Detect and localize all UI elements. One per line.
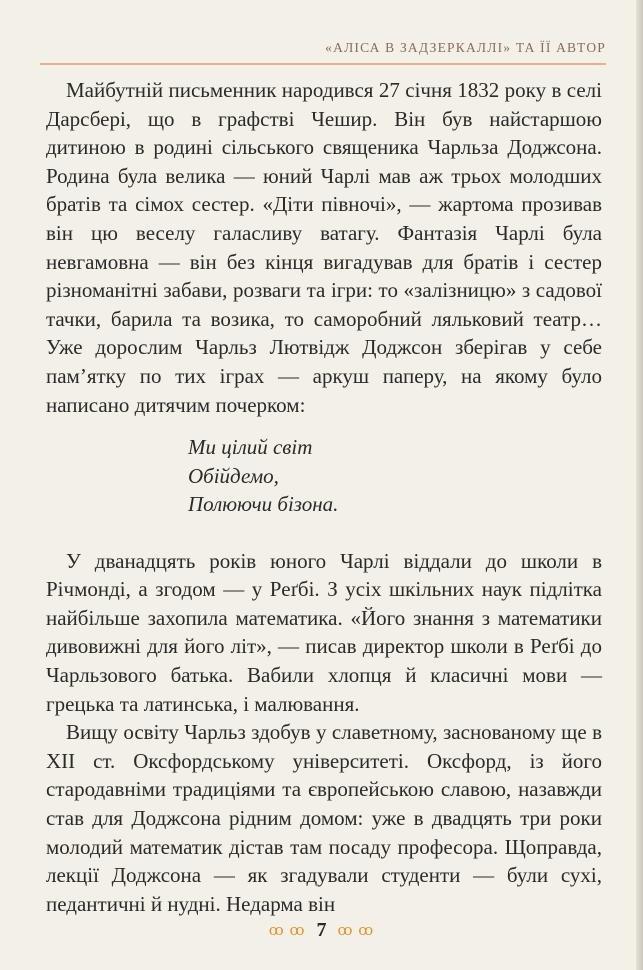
spacer	[46, 519, 602, 547]
verse-line: Полюючи бізона.	[188, 492, 339, 517]
ornament-left-icon: ꝏ ꝏ	[268, 922, 306, 939]
header-rule	[40, 63, 606, 65]
verse-line: Обійдемо,	[188, 463, 279, 488]
paragraph-3: Вищу освіту Чарльз здобув у славетному, заснованому ще в XII ст. Оксфордському університеті. Оксфорд, із його стародавніми традиціями та європейською славою, назавжди став для Доджсона рідним домом: уже в двадцять три роки молодий математик дістав там посаду професора. Щоправда, лекції Доджсона — як згадували студенти — були сухі, педантичні й нудні. Недарма він	[46, 720, 602, 916]
running-header: «АЛІСА В ЗАДЗЕРКАЛЛІ» ТА ЇЇ АВТОР	[325, 40, 606, 55]
verse-line: Ми цілий світ	[188, 435, 313, 460]
paragraph-1: Майбутній письменник народився 27 січня 1832 року в селі Дарсбері, що в графстві Чешир. Він був найстаршою дитиною в родині сільського священика Чарльза Доджсона. Родина була велика — юний Чарлі мав аж трьох молодших братів та сімох сестер. «Діти півночі», — жартома прозивав він цю веселу галасливу ватагу. Фантазія Чарлі була невгамовна — він без кінця вигадував для братів і сестер різноманітні забави, розваги та ігри: то «залізницю» з садової тачки, барила та возика, то саморобний ляльковий театр… Уже дорослим Чарльз Лютвідж Доджсон зберігав у себе пам’ятку по тих іграх — аркуш паперу, на якому було написано дитячим почерком:	[46, 78, 602, 417]
ornament-right-icon: ꝏ ꝏ	[337, 922, 375, 939]
page-edge	[636, 0, 643, 970]
verse-block	[188, 433, 602, 519]
paragraph-2: У дванадцять років юного Чарлі віддали до школи в Річмонді, а згодом — у Реґбі. З усіх шкільних наук підлітка найбільше захопила математика. «Його знання з математики дивовижні для його літ», — писав директор школи в Реґбі до Чарльзового батька. Вабили хлопця й класичні мови — грецька та латинська, і малювання.	[46, 548, 602, 716]
page-footer	[0, 918, 643, 942]
page-number: 7	[316, 918, 327, 941]
main-text	[46, 76, 602, 918]
